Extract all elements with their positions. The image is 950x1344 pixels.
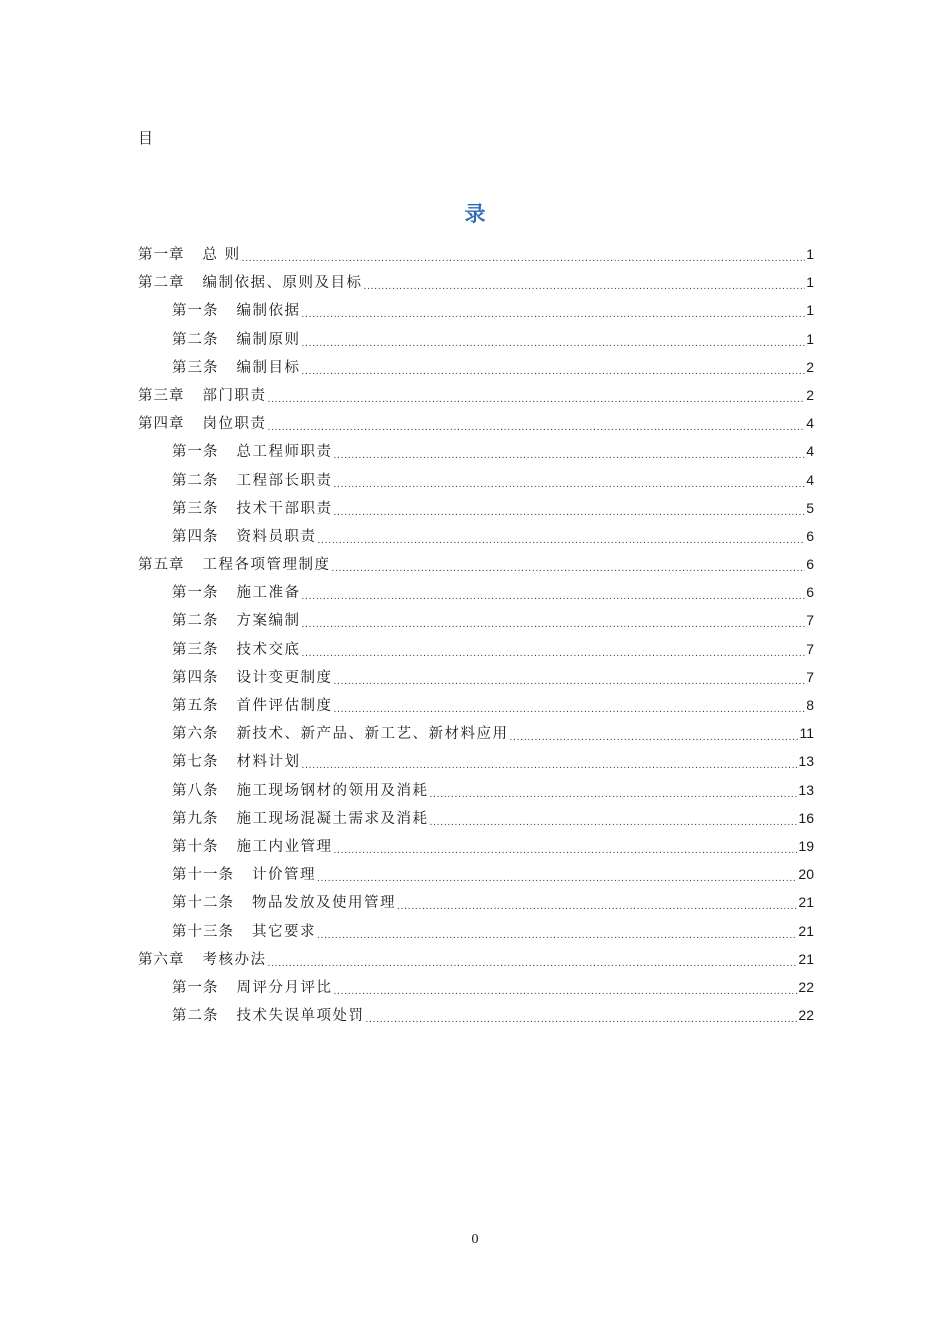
toc-article-entry[interactable] xyxy=(138,522,814,550)
toc-entry-number: 第一条 xyxy=(172,303,219,320)
toc-entry-number: 第四条 xyxy=(172,669,219,686)
toc-article-entry[interactable] xyxy=(138,663,814,691)
toc-entry-title: 设计变更制度 xyxy=(236,669,333,686)
toc-entry-page: 7 xyxy=(806,612,814,629)
toc-entry-page: 1 xyxy=(806,330,814,347)
toc-entry-page: 4 xyxy=(806,415,814,432)
toc-article-entry[interactable] xyxy=(138,776,814,804)
toc-entry-title: 工程部长职责 xyxy=(236,472,333,489)
toc-entry-page: 16 xyxy=(798,809,814,826)
toc-entry-title: 技术失误单项处罚 xyxy=(236,1008,365,1025)
toc-entry-page: 1 xyxy=(806,274,814,291)
toc-entry-page: 21 xyxy=(798,950,814,967)
toc-entry-title: 新技术、新产品、新工艺、新材料应用 xyxy=(236,726,509,743)
toc-entry-number: 第二条 xyxy=(172,331,219,348)
toc-entry-number: 第五条 xyxy=(172,698,219,714)
toc-article-entry[interactable] xyxy=(138,832,814,860)
toc-entry-page: 13 xyxy=(798,753,814,770)
toc-entry-page: 22 xyxy=(798,1007,814,1024)
toc-entry-title: 总工程师职责 xyxy=(236,444,333,461)
table-of-contents xyxy=(138,240,814,1029)
page-number: 0 xyxy=(471,1232,479,1247)
toc-dot-leader xyxy=(334,477,806,493)
toc-dot-leader xyxy=(302,336,806,352)
toc-dot-leader xyxy=(302,364,806,380)
toc-entry-page: 8 xyxy=(806,697,814,713)
toc-entry-number: 第二章 xyxy=(138,275,185,292)
toc-entry-title: 考核办法 xyxy=(202,951,267,968)
toc-dot-leader xyxy=(397,899,797,915)
toc-dot-leader xyxy=(302,617,806,633)
toc-dot-leader xyxy=(268,420,806,436)
toc-entry-number: 第二条 xyxy=(172,1008,219,1025)
toc-entry-number: 第九条 xyxy=(172,810,219,827)
toc-article-entry[interactable] xyxy=(138,635,814,663)
toc-entry-number: 第一条 xyxy=(172,585,219,602)
toc-dot-leader xyxy=(334,843,798,859)
toc-entry-number: 第十二条 xyxy=(172,895,234,912)
toc-entry-number: 第十条 xyxy=(172,838,219,855)
toc-entry-title: 技术干部职责 xyxy=(236,500,333,517)
toc-entry-title: 方案编制 xyxy=(236,613,301,630)
toc-entry-number: 第十一条 xyxy=(172,867,234,884)
toc-entry-number: 第二条 xyxy=(172,472,219,489)
toc-entry-number: 第十三条 xyxy=(172,923,234,940)
toc-entry-title: 施工现场钢材的领用及消耗 xyxy=(236,782,429,799)
toc-entry-page: 13 xyxy=(798,781,814,798)
toc-entry-number: 第三条 xyxy=(172,641,219,658)
toc-entry-title: 物品发放及使用管理 xyxy=(252,895,396,912)
toc-entry-page: 5 xyxy=(806,499,814,516)
toc-entry-page: 11 xyxy=(799,725,814,742)
toc-entry-title: 首件评估制度 xyxy=(236,698,333,714)
toc-chapter-entry[interactable] xyxy=(138,381,814,409)
toc-entry-page: 2 xyxy=(806,358,814,375)
toc-article-entry[interactable] xyxy=(138,1001,814,1029)
toc-entry-page: 6 xyxy=(806,527,814,544)
toc-dot-leader xyxy=(332,561,806,577)
toc-entry-number: 第三条 xyxy=(172,500,219,517)
toc-entry-title: 施工内业管理 xyxy=(236,838,333,855)
toc-entry-number: 第六章 xyxy=(138,951,185,968)
toc-article-entry[interactable] xyxy=(138,494,814,522)
toc-entry-number: 第六条 xyxy=(172,726,219,743)
toc-article-entry[interactable] xyxy=(138,325,814,353)
toc-article-entry[interactable] xyxy=(138,804,814,832)
toc-entry-title: 施工现场混凝土需求及消耗 xyxy=(236,810,429,827)
toc-entry-page: 19 xyxy=(798,837,814,854)
toc-article-entry[interactable] xyxy=(138,917,814,945)
toc-dot-leader xyxy=(318,533,806,549)
toc-dot-leader xyxy=(302,758,798,774)
toc-entry-page: 6 xyxy=(806,584,814,601)
toc-entry-title: 计价管理 xyxy=(252,867,316,884)
toc-dot-leader xyxy=(302,307,806,323)
toc-dot-leader xyxy=(334,984,798,1000)
toc-entry-title: 资料员职责 xyxy=(236,528,317,545)
toc-chapter-entry[interactable] xyxy=(138,550,814,578)
toc-dot-leader xyxy=(334,505,806,521)
toc-entry-page: 20 xyxy=(798,866,814,883)
toc-article-entry[interactable] xyxy=(138,437,814,465)
toc-dot-leader xyxy=(317,871,797,887)
page-header-char: 目 xyxy=(138,129,154,147)
toc-article-entry[interactable] xyxy=(138,466,814,494)
toc-entry-title: 材料计划 xyxy=(236,754,301,771)
toc-entry-page: 1 xyxy=(806,246,814,262)
toc-dot-leader xyxy=(430,787,798,803)
toc-dot-leader xyxy=(364,279,806,295)
toc-article-entry[interactable] xyxy=(138,747,814,775)
toc-title: 录 xyxy=(464,202,486,226)
toc-chapter-entry[interactable] xyxy=(138,240,814,268)
toc-entry-page: 7 xyxy=(806,668,814,685)
toc-entry-title: 技术交底 xyxy=(236,641,301,658)
toc-entry-title: 岗位职责 xyxy=(202,416,267,433)
toc-article-entry[interactable] xyxy=(138,296,814,324)
toc-dot-leader xyxy=(268,956,798,972)
toc-dot-leader xyxy=(317,928,797,944)
toc-entry-title: 编制依据、原则及目标 xyxy=(202,275,363,292)
toc-dot-leader xyxy=(302,589,806,605)
toc-article-entry[interactable] xyxy=(138,973,814,1001)
toc-entry-title: 其它要求 xyxy=(252,923,316,940)
toc-article-entry[interactable] xyxy=(138,606,814,634)
toc-dot-leader xyxy=(302,646,806,662)
toc-entry-page: 7 xyxy=(806,640,814,657)
toc-chapter-entry[interactable] xyxy=(138,945,814,973)
toc-entry-page: 4 xyxy=(806,471,814,488)
toc-entry-number: 第三条 xyxy=(172,359,219,376)
toc-article-entry[interactable] xyxy=(138,353,814,381)
toc-article-entry[interactable] xyxy=(138,860,814,888)
toc-entry-number: 第一条 xyxy=(172,979,219,996)
toc-dot-leader xyxy=(334,448,806,464)
toc-entry-number: 第一章 xyxy=(138,247,185,263)
toc-dot-leader xyxy=(334,674,806,690)
toc-entry-title: 施工准备 xyxy=(236,585,301,602)
toc-entry-title: 编制依据 xyxy=(236,303,301,320)
toc-entry-number: 第四条 xyxy=(172,528,219,545)
toc-dot-leader xyxy=(268,392,806,408)
toc-entry-number: 第一条 xyxy=(172,444,219,461)
toc-entry-page: 4 xyxy=(806,443,814,460)
toc-article-entry[interactable] xyxy=(138,719,814,747)
toc-article-entry[interactable] xyxy=(138,578,814,606)
toc-article-entry[interactable] xyxy=(138,888,814,916)
toc-dot-leader xyxy=(242,251,806,267)
toc-entry-title: 工程各项管理制度 xyxy=(202,557,331,574)
toc-entry-title: 编制目标 xyxy=(236,359,301,376)
toc-dot-leader xyxy=(510,730,799,746)
toc-entry-page: 2 xyxy=(806,386,814,403)
toc-entry-title: 编制原则 xyxy=(236,331,301,348)
toc-entry-page: 6 xyxy=(806,556,814,573)
toc-entry-page: 1 xyxy=(806,302,814,319)
toc-chapter-entry[interactable] xyxy=(138,268,814,296)
toc-article-entry[interactable] xyxy=(138,691,814,719)
toc-entry-page: 21 xyxy=(798,922,814,939)
toc-entry-title: 部门职责 xyxy=(202,387,267,404)
toc-entry-page: 21 xyxy=(798,894,814,911)
toc-dot-leader xyxy=(334,702,806,718)
toc-entry-number: 第五章 xyxy=(138,557,185,574)
toc-dot-leader xyxy=(430,815,798,831)
toc-entry-number: 第三章 xyxy=(138,387,185,404)
toc-entry-number: 第七条 xyxy=(172,754,219,771)
toc-chapter-entry[interactable] xyxy=(138,409,814,437)
toc-entry-number: 第二条 xyxy=(172,613,219,630)
toc-dot-leader xyxy=(366,1012,798,1028)
toc-entry-number: 第八条 xyxy=(172,782,219,799)
toc-entry-page: 22 xyxy=(798,978,814,995)
toc-entry-title: 周评分月评比 xyxy=(236,979,333,996)
toc-entry-title: 总 则 xyxy=(202,247,241,263)
toc-entry-number: 第四章 xyxy=(138,416,185,433)
